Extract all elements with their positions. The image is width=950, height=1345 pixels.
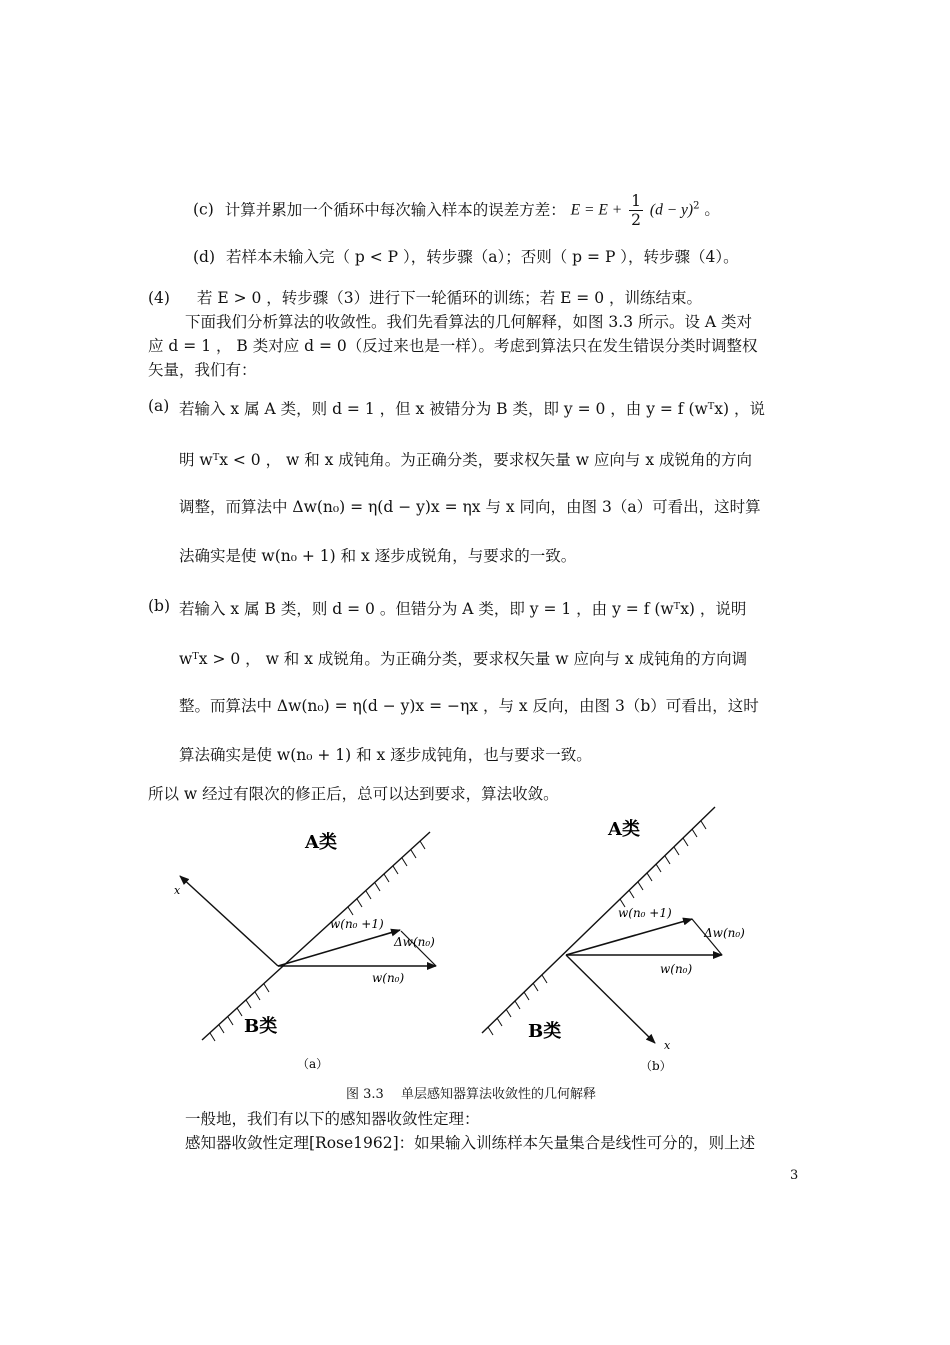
case-a-line-1: 若输入 x 属 A 类，则 d = 1 ，但 x 被错分为 B 类，即 y = 0 ，由 y = f (wᵀx) ，说 [179, 400, 766, 418]
step-c-end: 。 [704, 200, 720, 219]
case-a-label: (a) [148, 397, 170, 415]
figure-a-class-b: B类 [244, 1016, 278, 1037]
figure-b [470, 805, 760, 1073]
case-b-line-3: 整。而算法中 Δw(n₀) = η(d − y)x = −ηx ，与 x 反向，由图 3（b）可看出，这时 [179, 697, 759, 715]
step-c-label: (c) [193, 200, 214, 219]
figure-a [160, 810, 470, 1071]
figure-a-x-label: x [174, 884, 181, 897]
figure-b-x-label: x [664, 1039, 671, 1052]
theorem-line-1: 一般地，我们有以下的感知器收敛性定理： [185, 1110, 480, 1128]
step-c-formula-lhs: E = E + [570, 201, 623, 219]
step-d [193, 245, 739, 267]
step-4-label: (4) [148, 289, 170, 307]
figure-a-delta-label: Δw(n₀) [394, 935, 435, 949]
figure-a-w-next-label: w(n₀ +1) [330, 917, 384, 931]
decision-boundary [482, 807, 715, 1033]
boundary-hatching [210, 841, 425, 1041]
figure-b-class-a: A类 [608, 819, 640, 840]
intro-line-2: 应 d = 1 ， B 类对应 d = 0（反过来也是一样）。考虑到算法只在发生错误分类时调整权 [148, 337, 758, 355]
case-a-line-2: 明 wᵀx < 0 ， w 和 x 成钝角。为正确分类，要求权矢量 w 应向与 x 成锐角的方向 [179, 451, 753, 469]
fraction-denominator: 2 [631, 211, 641, 229]
case-b-label: (b) [148, 597, 171, 615]
step-d-label: (d) [193, 248, 216, 266]
figure-b-w-now-label: w(n₀) [660, 962, 693, 976]
case-a-line-4: 法确实是使 w(n₀ + 1) 和 x 逐步成锐角，与要求的一致。 [179, 547, 577, 565]
figure-b-sublabel: （b） [640, 1059, 672, 1073]
figure-caption: 图 3.3 单层感知器算法收敛性的几何解释 [346, 1087, 596, 1102]
fraction-numerator: 1 [631, 192, 641, 210]
figure-a-class-a: A类 [305, 832, 337, 853]
page-number: 3 [790, 1168, 799, 1183]
figure-b-delta-label: Δw(n₀) [704, 926, 745, 940]
step-c-exponent: 2 [693, 200, 700, 212]
theorem-line-2: 感知器收敛性定理[Rose1962]：如果输入训练样本矢量集合是线性可分的，则上述 [185, 1134, 756, 1152]
conclusion-line: 所以 w 经过有限次的修正后，总可以达到要求，算法收敛。 [148, 785, 559, 803]
step-d-text: 若样本未输入完（ p < P ），转步骤（a）；否则（ p = P ），转步骤（4）。 [225, 248, 739, 266]
case-b-line-1: 若输入 x 属 B 类，则 d = 0 。但错分为 A 类，即 y = 1 ，由 y = f (wᵀx) ，说明 [179, 600, 747, 618]
case-b-line-4: 算法确实是使 w(n₀ + 1) 和 x 逐步成钝角，也与要求一致。 [179, 746, 592, 764]
x-vector [180, 876, 278, 966]
w-next-vector [566, 919, 692, 955]
step-c [193, 192, 720, 229]
case-b-line-2: wᵀx > 0 ， w 和 x 成锐角。为正确分类，要求权矢量 w 应向与 x 成钝角的方向调 [179, 650, 748, 668]
w-next-vector [278, 930, 400, 966]
intro-line-3: 矢量，我们有： [148, 361, 257, 379]
figure-a-w-now-label: w(n₀) [372, 971, 405, 985]
x-vector [566, 955, 655, 1043]
figure-b-class-b: B类 [528, 1021, 562, 1042]
step-c-formula-rhs: (d − y) [649, 201, 694, 219]
case-a-line-3: 调整，而算法中 Δw(n₀) = η(d − y)x = ηx 与 x 同向，由图 3（a）可看出，这时算 [179, 498, 761, 516]
step-4-text: 若 E > 0 ，转步骤（3）进行下一轮循环的训练；若 E = 0 ，训练结束。 [196, 289, 703, 307]
figure-a-sublabel: （a） [297, 1057, 329, 1071]
step-4 [148, 286, 702, 308]
figure-b-w-next-label: w(n₀ +1) [618, 906, 672, 920]
step-c-fraction [629, 192, 643, 229]
boundary-hatching [488, 821, 706, 1035]
intro-line-1: 下面我们分析算法的收敛性。我们先看算法的几何解释，如图 3.3 所示。设 A 类对 [185, 313, 753, 331]
step-c-text: 计算并累加一个循环中每次输入样本的误差方差： [224, 200, 566, 219]
